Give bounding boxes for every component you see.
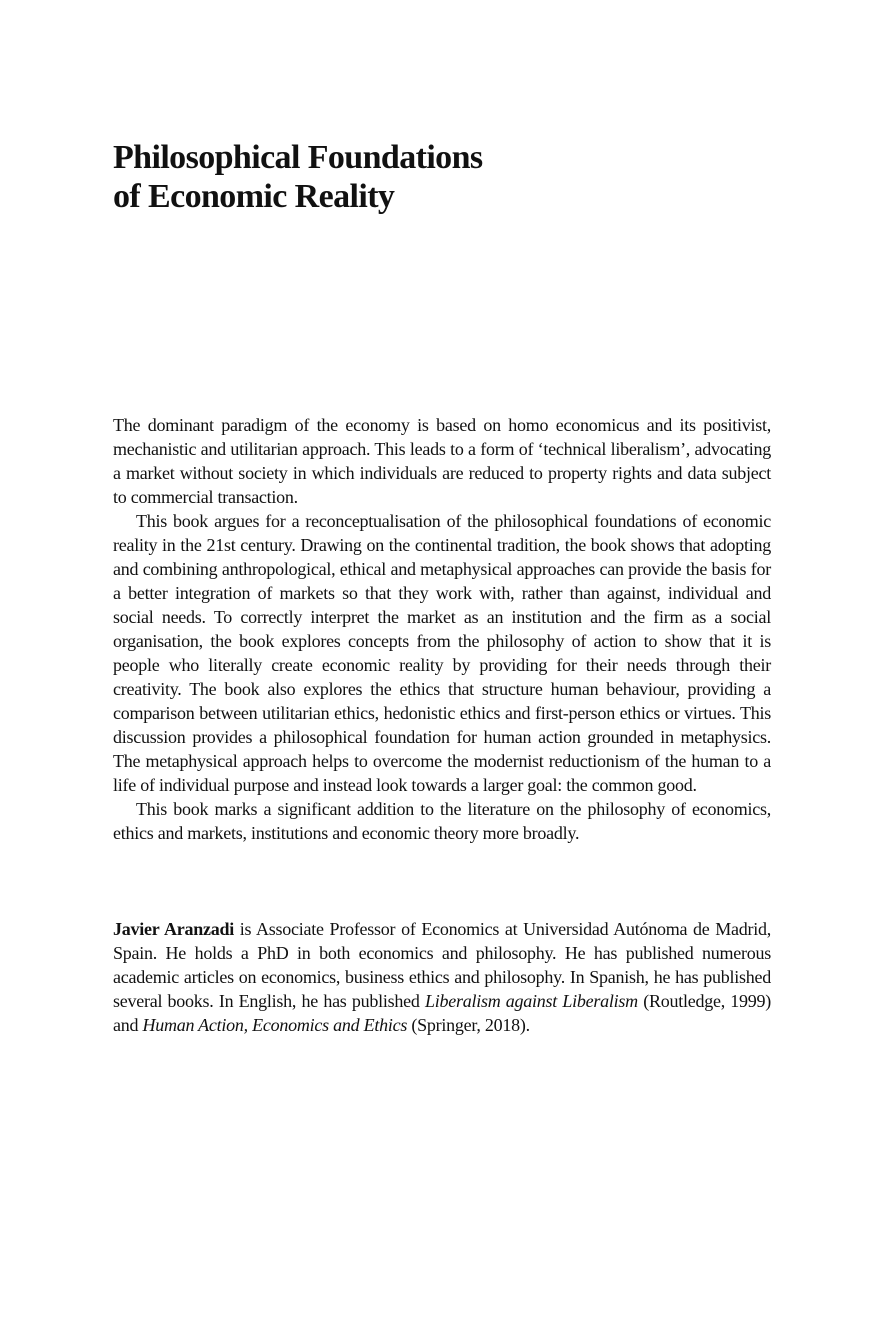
- page-title: [113, 138, 773, 216]
- author-bio-text-1: is Associate Professor of Economics at Universidad Autónoma de Madrid, Spain. He holds a PhD in both economics and philosophy. He has published numerous academic articles on economics, business ethics and philosophy. In Spanish, he has published several books. In English, he has published: [113, 919, 771, 1011]
- description-paragraph-2: This book argues for a reconceptualisation of the philosophical foundations of economic reality in the 21st century. Drawing on the continental tradition, the book shows that adopting and combining anthropological, ethical and metaphysical approaches can provide the basis for a better integration of markets so that they work with, rather than against, individual and social needs. To correctly interpret the market as an institution and the firm as a social organisation, the book explores concepts from the philosophy of action to show that it is people who literally create economic reality by providing for their needs through their creativity. The book also explores the ethics that structure human behaviour, providing a comparison between utilitarian ethics, hedonistic ethics and first-person ethics or virtues. This discussion provides a philosophical foundation for human action grounded in metaphysics. The metaphysical approach helps to overcome the modernist reductionism of the human to a life of individual purpose and instead look towards a larger goal: the common good.: [113, 511, 771, 795]
- author-name: Javier Aranzadi: [113, 919, 234, 939]
- description-paragraph-1: The dominant paradigm of the economy is based on homo economicus and its positivist, mechanistic and utilitarian approach. This leads to a form of ‘technical liberalism’, advocating a market without society in which individuals are reduced to property rights and data subject to commercial transaction.: [113, 415, 771, 507]
- book-description: [113, 413, 771, 845]
- book-title-2: Human Action, Economics and Ethics: [142, 1015, 408, 1035]
- author-bio: [113, 917, 771, 1037]
- title-line-2: of Economic Reality: [113, 178, 395, 215]
- author-bio-text-3: (Springer, 2018).: [407, 1015, 530, 1035]
- book-title-1: Liberalism against Liberalism: [424, 991, 638, 1011]
- author-bio-text-2: (Routledge, 1999) and: [113, 991, 772, 1035]
- title-line-1: Philosophical Foundations: [113, 139, 483, 176]
- description-paragraph-3: This book marks a significant addition to the literature on the philosophy of economics, ethics and markets, institutions and economic theory more broadly.: [113, 799, 771, 843]
